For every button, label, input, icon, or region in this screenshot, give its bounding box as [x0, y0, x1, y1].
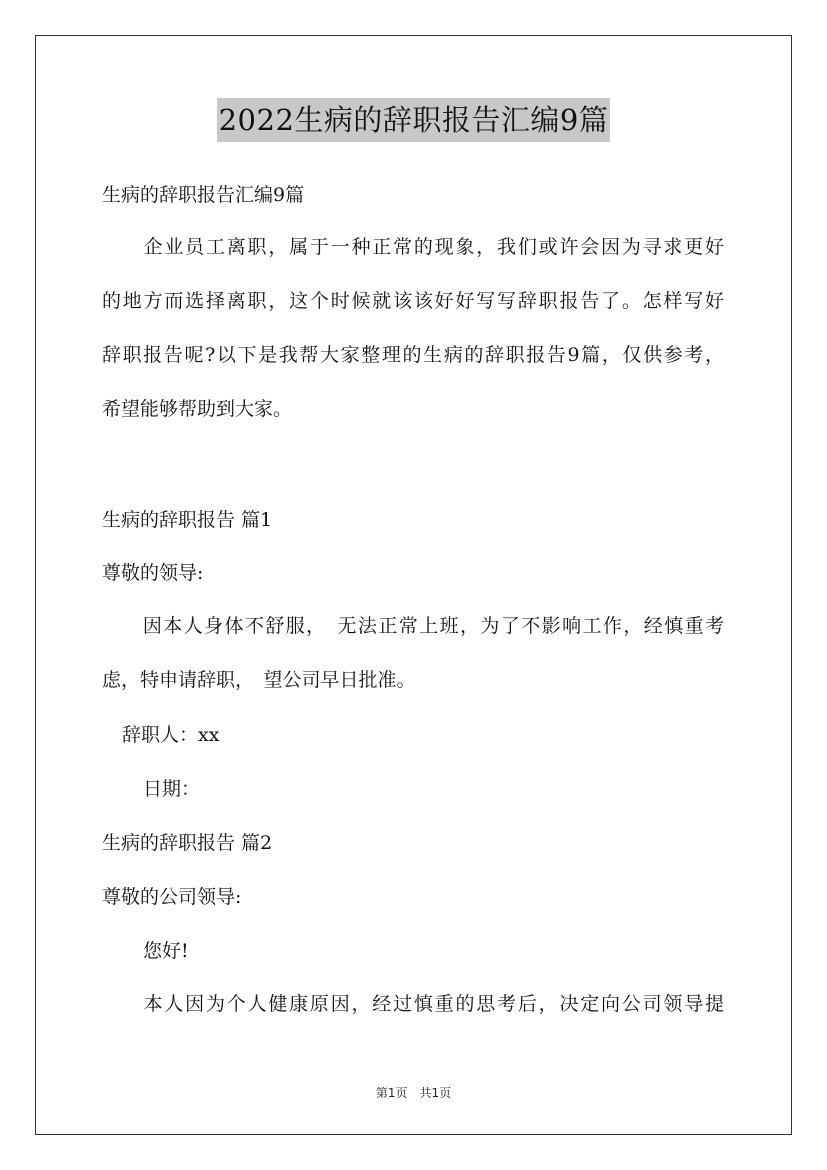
document-subtitle: 生病的辞职报告汇编9篇: [102, 184, 305, 206]
section1-body-line: 因本人身体不舒服， 无法正常上班，为了不影响工作，经慎重考: [102, 615, 724, 637]
intro-line: 的地方而选择离职，这个时候就该该好好写写辞职报告了。怎样写好: [102, 290, 724, 312]
intro-line: 辞职报告呢?以下是我帮大家整理的生病的辞职报告9篇，仅供参考，: [102, 344, 724, 366]
section2-greeting: 您好!: [143, 940, 189, 962]
section2-body-line: 本人因为个人健康原因，经过慎重的思考后，决定向公司领导提: [102, 993, 724, 1015]
intro-line: 希望能够帮助到大家。: [102, 398, 293, 420]
section2-body: [102, 977, 724, 1031]
intro-line: 企业员工离职，属于一种正常的现象，我们或许会因为寻求更好: [102, 236, 724, 258]
section1-body: [102, 599, 724, 707]
section1-heading: 生病的辞职报告 篇1: [102, 509, 273, 531]
section1-signer: 辞职人：xx: [122, 724, 220, 746]
section1-body-line: 虑，特申请辞职， 望公司早日批准。: [102, 669, 416, 691]
section2-heading: 生病的辞职报告 篇2: [102, 832, 273, 854]
section2-salutation: 尊敬的公司领导:: [102, 886, 242, 908]
section1-date-label: 日期：: [143, 778, 201, 800]
page-number-footer: 第1页 共1页: [375, 1086, 452, 1100]
section1-salutation: 尊敬的领导:: [102, 562, 204, 584]
document-title: 2022生病的辞职报告汇编9篇: [217, 98, 611, 142]
intro-paragraph: [102, 220, 724, 436]
title-container: [0, 98, 827, 142]
